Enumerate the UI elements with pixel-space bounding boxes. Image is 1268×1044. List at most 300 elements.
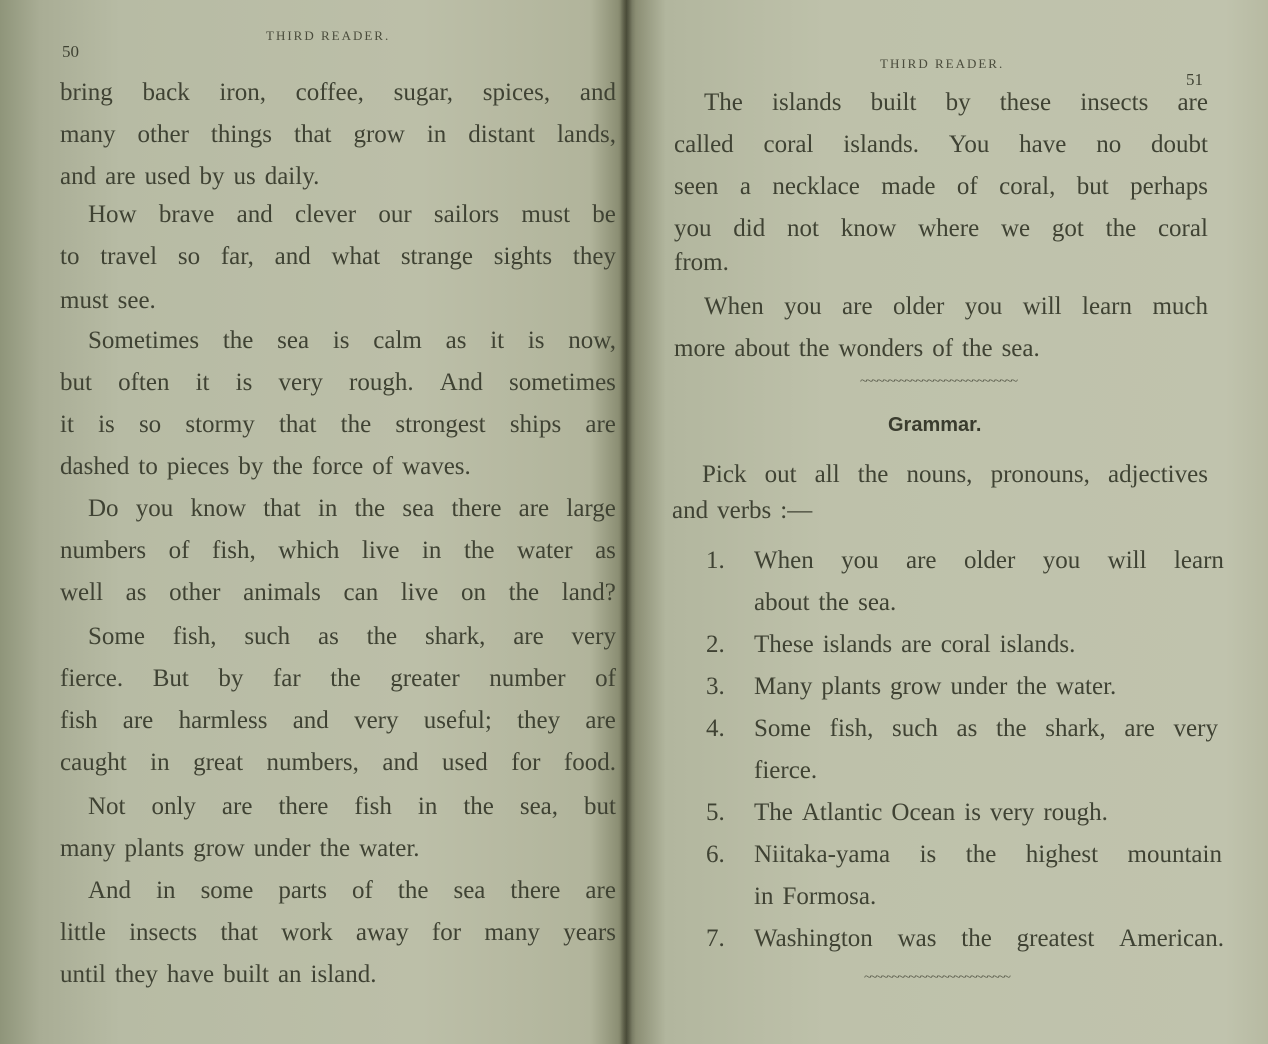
word: verbs: [717, 497, 772, 524]
exercise-line: [754, 630, 1224, 660]
word: And: [88, 877, 132, 904]
word: and: [672, 497, 709, 524]
text-line: [60, 242, 616, 272]
word: by: [945, 89, 971, 116]
word: many: [60, 121, 116, 148]
word: you: [784, 293, 822, 320]
word: only: [151, 793, 196, 820]
word: in: [417, 793, 438, 820]
word: well: [60, 579, 104, 606]
word: far,: [220, 243, 254, 270]
word: of: [956, 173, 978, 200]
word: that: [278, 411, 317, 438]
word: of: [595, 665, 616, 692]
word: on: [460, 579, 486, 606]
word: so: [177, 243, 201, 270]
word: as: [445, 327, 467, 354]
text-line: [60, 706, 616, 736]
word: out: [764, 461, 797, 488]
word: large: [566, 495, 616, 522]
exercise-line: [754, 714, 1218, 744]
word: the: [397, 877, 429, 904]
word: food.: [563, 749, 616, 776]
word: very: [354, 707, 399, 734]
word: many: [60, 835, 116, 862]
word: are: [221, 793, 253, 820]
word: they: [517, 707, 561, 734]
word: live: [400, 579, 439, 606]
word: How: [88, 201, 137, 228]
word: there: [451, 495, 502, 522]
word: there: [278, 793, 329, 820]
word: pieces: [166, 453, 230, 480]
word: distant: [468, 121, 535, 148]
word: the: [463, 537, 495, 564]
word: by: [218, 665, 244, 692]
word: made: [881, 173, 936, 200]
word: Pick: [702, 461, 747, 488]
exercise-list: [626, 0, 1268, 1044]
word: are: [906, 547, 937, 574]
word: animals: [243, 579, 321, 606]
exercise-line: [754, 672, 1224, 702]
word: grow: [353, 121, 405, 148]
word: built: [223, 961, 269, 988]
word: away: [355, 919, 409, 946]
text-line: [88, 326, 616, 356]
word: highest: [1025, 841, 1099, 868]
word: in: [150, 749, 170, 776]
word: are: [513, 623, 544, 650]
word: islands: [772, 89, 842, 116]
word: was: [897, 925, 937, 952]
word: fierce.: [60, 665, 124, 692]
word: coffee,: [295, 79, 364, 106]
word: as: [595, 537, 616, 564]
word: of: [168, 537, 190, 564]
word: grow: [890, 673, 942, 700]
word: as: [317, 623, 339, 650]
word: there: [510, 877, 561, 904]
word: bring: [60, 79, 113, 106]
word: But: [152, 665, 189, 692]
exercise-number: 2.: [706, 631, 725, 658]
word: These: [754, 631, 814, 658]
word: island.: [310, 961, 377, 988]
word: greater: [390, 665, 460, 692]
word: are: [518, 495, 550, 522]
exercise-number: 3.: [706, 673, 725, 700]
exercise-number: 5.: [706, 799, 725, 826]
word: the: [508, 579, 540, 606]
word: other: [137, 121, 189, 148]
word: nouns,: [906, 461, 973, 488]
left-page: [0, 0, 626, 1044]
text-line: [60, 664, 616, 694]
word: sea: [453, 877, 486, 904]
word: until: [60, 961, 106, 988]
word: and: [236, 201, 273, 228]
word: can: [343, 579, 379, 606]
word: The: [704, 89, 743, 116]
word: You: [948, 131, 990, 158]
word: as: [956, 715, 978, 742]
word: an: [277, 961, 302, 988]
word: insects: [129, 919, 198, 946]
word: fish: [60, 707, 98, 734]
text-line: [60, 286, 616, 316]
text-line: [60, 452, 616, 482]
word: are: [1177, 89, 1208, 116]
right-page: [626, 0, 1268, 1044]
word: doubt: [1151, 131, 1208, 158]
word: to: [138, 453, 158, 480]
word: the: [818, 589, 850, 616]
word: for: [511, 749, 541, 776]
word: coral: [1157, 215, 1208, 242]
word: fish: [354, 793, 392, 820]
word: daily.: [264, 163, 320, 190]
word: grow: [193, 835, 245, 862]
word: we: [1000, 215, 1031, 242]
word: insects: [1080, 89, 1149, 116]
word: adjectives: [1108, 461, 1208, 488]
word: necklace: [772, 173, 860, 200]
word: these: [999, 89, 1052, 116]
text-line: [88, 494, 616, 524]
word: the: [1105, 215, 1137, 242]
text-line: [60, 536, 616, 566]
left-body-text: [60, 0, 616, 1044]
grammar-heading: Grammar.: [888, 414, 982, 436]
book-gutter: [620, 0, 632, 1044]
word: sea.: [858, 589, 897, 616]
exercise-line: [754, 756, 1224, 786]
word: have: [166, 961, 215, 988]
word: so: [138, 411, 162, 438]
word: which: [278, 537, 340, 564]
word: are: [585, 877, 616, 904]
word: many: [484, 919, 540, 946]
word: great: [193, 749, 244, 776]
word: used: [144, 163, 191, 190]
word: useful;: [423, 707, 492, 734]
word: be: [592, 201, 616, 228]
word: from.: [674, 249, 729, 276]
word: lands,: [556, 121, 616, 148]
word: rough.: [1043, 799, 1108, 826]
word: years: [563, 919, 616, 946]
word: a: [739, 173, 751, 200]
word: where: [918, 215, 980, 242]
word: very: [278, 369, 323, 396]
word: our: [378, 201, 412, 228]
word: the: [1016, 673, 1047, 700]
word: shark,: [1045, 715, 1106, 742]
word: water: [517, 537, 573, 564]
word: And: [439, 369, 483, 396]
word: islands: [822, 631, 893, 658]
word: Ocean: [891, 799, 956, 826]
exercise-line: [754, 588, 1224, 618]
word: numbers: [60, 537, 147, 564]
word: about: [754, 589, 810, 616]
word: perhaps: [1130, 173, 1208, 200]
word: plants: [821, 673, 882, 700]
word: :—: [780, 497, 813, 524]
word: but: [60, 369, 92, 396]
word: in: [426, 121, 447, 148]
word: the: [272, 453, 303, 480]
word: numbers,: [266, 749, 359, 776]
word: know: [840, 215, 897, 242]
word: Do: [88, 495, 119, 522]
text-line: [60, 578, 616, 608]
word: in: [156, 877, 176, 904]
word: fish,: [829, 715, 874, 742]
word: harmless: [178, 707, 268, 734]
right-running-head: THIRD READER.: [880, 56, 1005, 71]
word: are: [105, 163, 136, 190]
end-divider-ornament: ~~~~~~~~~~~~~~~~~~~~~~~~~~: [864, 970, 1009, 985]
left-page-number: 50: [62, 42, 79, 61]
word: you: [674, 215, 712, 242]
exercise-number: 1.: [706, 547, 725, 574]
word: is: [964, 799, 981, 826]
word: islands.: [999, 631, 1076, 658]
word: When: [754, 547, 814, 574]
word: the: [330, 665, 361, 692]
word: as: [125, 579, 147, 606]
word: not: [787, 215, 819, 242]
word: Sometimes: [88, 327, 200, 354]
word: other: [169, 579, 221, 606]
word: much: [1152, 293, 1208, 320]
word: built: [870, 89, 917, 116]
exercise-number: 7.: [706, 925, 725, 952]
word: about: [734, 335, 790, 362]
word: the: [962, 335, 993, 362]
word: plants: [124, 835, 185, 862]
word: little: [60, 919, 106, 946]
text-line: [60, 162, 616, 192]
word: in: [421, 537, 442, 564]
word: but: [1076, 173, 1109, 200]
word: sea: [277, 327, 310, 354]
word: are: [842, 293, 873, 320]
exercise-line: [754, 546, 1224, 576]
word: of: [932, 335, 954, 362]
word: the: [798, 335, 830, 362]
word: must: [60, 287, 109, 314]
word: wonders: [838, 335, 924, 362]
word: are: [585, 411, 616, 438]
word: things: [210, 121, 273, 148]
word: strange: [400, 243, 474, 270]
word: but: [584, 793, 616, 820]
word: in: [317, 495, 338, 522]
word: the: [366, 623, 398, 650]
text-line: [60, 960, 616, 990]
section-divider-ornament: ~~~~~~~~~~~~~~~~~~~~~~~~~~~~: [860, 374, 1017, 389]
word: the: [857, 461, 889, 488]
word: they: [114, 961, 158, 988]
word: are: [901, 631, 932, 658]
word: more: [674, 335, 726, 362]
word: very: [989, 799, 1035, 826]
word: the: [222, 327, 254, 354]
word: Atlantic: [801, 799, 883, 826]
word: brave: [158, 201, 215, 228]
word: calm: [373, 327, 422, 354]
text-line: [88, 792, 616, 822]
word: waves.: [402, 453, 471, 480]
word: are: [1124, 715, 1155, 742]
word: American.: [1119, 925, 1224, 952]
word: learn: [1082, 293, 1133, 320]
word: Not: [88, 793, 126, 820]
word: know: [190, 495, 247, 522]
word: sea: [402, 495, 435, 522]
word: stormy: [185, 411, 255, 438]
word: by: [199, 163, 225, 190]
word: did: [733, 215, 766, 242]
word: in: [754, 883, 774, 910]
word: water.: [1055, 673, 1117, 700]
word: and: [292, 707, 329, 734]
word: rough.: [349, 369, 414, 396]
word: the: [319, 835, 351, 862]
word: under: [253, 835, 311, 862]
word: and: [382, 749, 419, 776]
word: pronouns,: [990, 461, 1090, 488]
word: land?: [561, 579, 616, 606]
text-line: [60, 78, 616, 108]
word: older: [893, 293, 945, 320]
word: and: [274, 243, 311, 270]
word: are: [585, 707, 616, 734]
word: Formosa.: [782, 883, 877, 910]
word: of: [372, 453, 394, 480]
word: must: [521, 201, 571, 228]
word: travel: [100, 243, 158, 270]
word: learn: [1173, 547, 1224, 574]
word: Washington: [754, 925, 873, 952]
word: is: [332, 327, 350, 354]
word: for: [431, 919, 462, 946]
word: shark,: [424, 623, 486, 650]
word: dashed: [60, 453, 130, 480]
exercise-line: [754, 924, 1224, 954]
word: is: [919, 841, 937, 868]
word: the: [996, 715, 1027, 742]
word: seen: [674, 173, 719, 200]
word: fierce.: [754, 757, 818, 784]
word: you: [1042, 547, 1081, 574]
word: to: [60, 243, 80, 270]
word: the: [354, 495, 386, 522]
word: such: [244, 623, 291, 650]
word: it: [195, 369, 210, 396]
word: you: [964, 293, 1003, 320]
word: often: [118, 369, 170, 396]
word: and: [60, 163, 97, 190]
text-line: [60, 834, 616, 864]
word: ships: [509, 411, 562, 438]
word: used: [441, 749, 488, 776]
word: Some: [88, 623, 145, 650]
word: sugar,: [393, 79, 454, 106]
text-line: [88, 622, 616, 652]
word: what: [331, 243, 381, 270]
word: all: [814, 461, 840, 488]
word: and: [579, 79, 616, 106]
word: far: [272, 665, 301, 692]
text-line: [88, 200, 616, 230]
word: very: [1173, 715, 1218, 742]
word: Niitaka-yama: [754, 841, 891, 868]
word: the: [965, 841, 997, 868]
word: coral: [940, 631, 991, 658]
word: back: [142, 79, 190, 106]
word: coral,: [999, 173, 1056, 200]
word: by: [238, 453, 264, 480]
word: water.: [359, 835, 420, 862]
word: sometimes: [508, 369, 616, 396]
word: the: [340, 411, 372, 438]
word: islands.: [843, 131, 919, 158]
word: is: [98, 411, 115, 438]
left-running-head: THIRD READER.: [266, 28, 391, 43]
word: that: [294, 121, 332, 148]
word: clever: [295, 201, 357, 228]
word: it: [60, 411, 74, 438]
word: you: [135, 495, 174, 522]
word: sea.: [1001, 335, 1040, 362]
word: under: [950, 673, 1008, 700]
word: is: [527, 327, 545, 354]
word: no: [1096, 131, 1122, 158]
word: live: [361, 537, 400, 564]
text-line: [60, 748, 616, 778]
exercise-line: [754, 840, 1222, 870]
word: it: [490, 327, 505, 354]
word: number: [489, 665, 566, 692]
word: force: [311, 453, 364, 480]
exercise-number: 6.: [706, 841, 725, 868]
word: are: [122, 707, 154, 734]
right-page-number: 51: [1186, 70, 1203, 89]
text-line: [60, 120, 616, 150]
word: sights: [493, 243, 553, 270]
word: that: [263, 495, 301, 522]
word: have: [1019, 131, 1067, 158]
text-line: [60, 368, 616, 398]
text-line: [60, 918, 616, 948]
word: of: [352, 877, 373, 904]
exercise-line: [754, 882, 1224, 912]
word: that: [220, 919, 258, 946]
exercise-line: [754, 798, 1224, 828]
word: got: [1051, 215, 1084, 242]
word: iron,: [219, 79, 266, 106]
word: now,: [568, 327, 616, 354]
word: see.: [117, 287, 156, 314]
word: called: [674, 131, 734, 158]
word: greatest: [1016, 925, 1095, 952]
word: us: [233, 163, 256, 190]
word: is: [235, 369, 253, 396]
